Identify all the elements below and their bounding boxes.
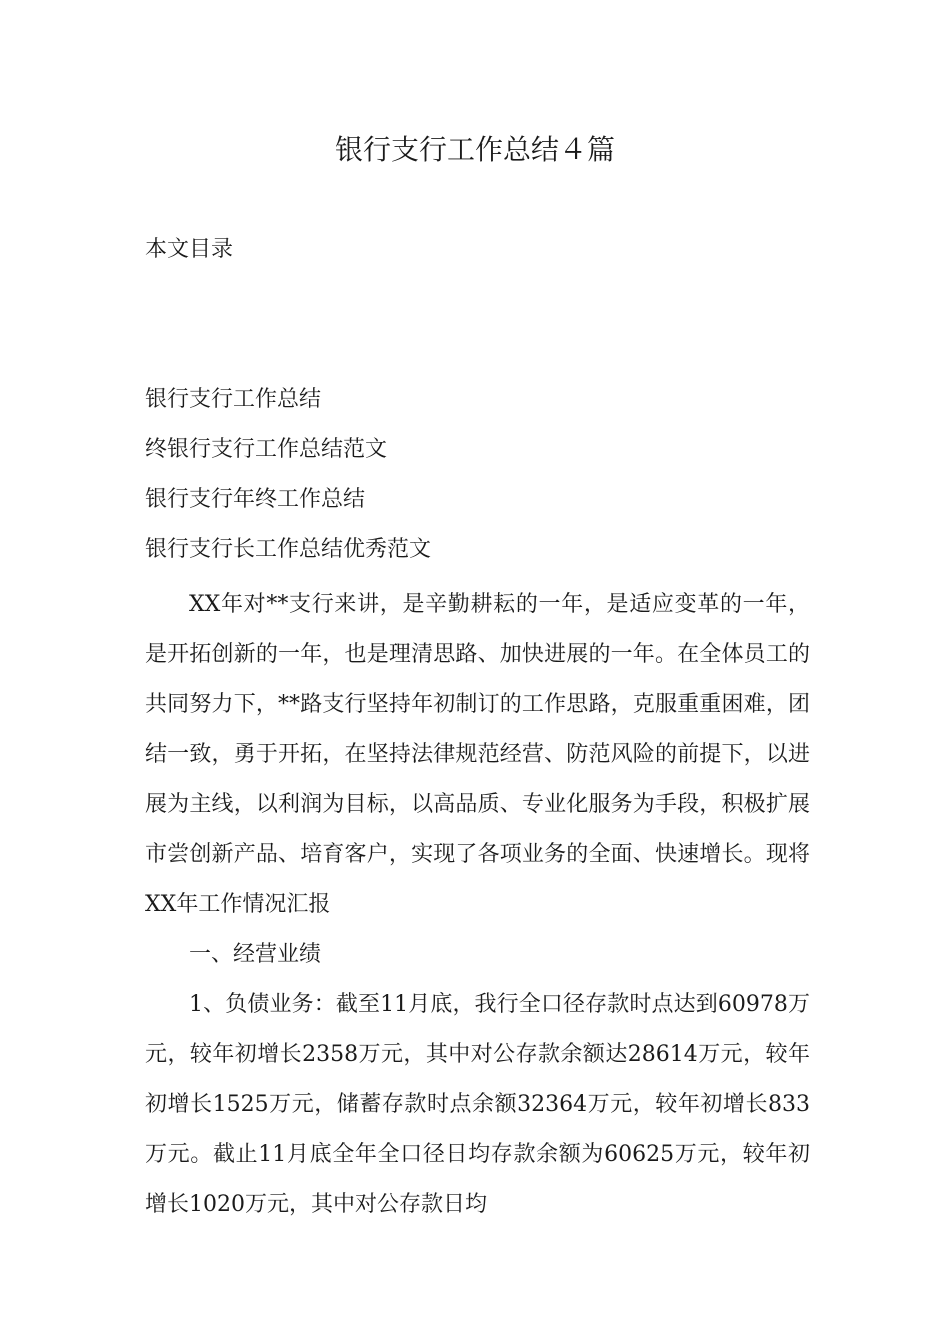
- section-heading: 一、经营业绩: [189, 942, 322, 967]
- toc-item: 银行支行年终工作总结: [145, 487, 366, 512]
- toc-item: 终银行支行工作总结范文: [145, 437, 388, 462]
- toc-item: 银行支行工作总结: [145, 387, 322, 412]
- body-text: [145, 580, 810, 1230]
- table-of-contents: [145, 382, 431, 582]
- toc-item: 银行支行长工作总结优秀范文: [145, 537, 432, 562]
- section-paragraph: 1、负债业务：截至11月底，我行全口径存款时点达到60978万元，较年初增长2358万元，其中对公存款余额达28614万元，较年初增长1525万元，储蓄存款时点余额32364万元，较年初增长833万元。截止11月底全年全口径日均存款余额为60625万元，较年初增长1020万元，其中对公存款日均: [145, 992, 810, 1217]
- document-title: 银行支行工作总结４篇: [334, 133, 615, 166]
- toc-heading: 本文目录: [145, 237, 234, 262]
- intro-paragraph: XX年对**支行来讲，是辛勤耕耘的一年，是适应变革的一年，是开拓创新的一年，也是理清思路、加快进展的一年。在全体员工的共同努力下，**路支行坚持年初制订的工作思路，克服重重困难，团结一致，勇于开拓，在坚持法律规范经营、防范风险的前提下，以进展为主线，以利润为目标，以高品质、专业化服务为手段，积极扩展市尝创新产品、培育客户，实现了各项业务的全面、快速增长。现将XX年工作情况汇报: [145, 592, 810, 917]
